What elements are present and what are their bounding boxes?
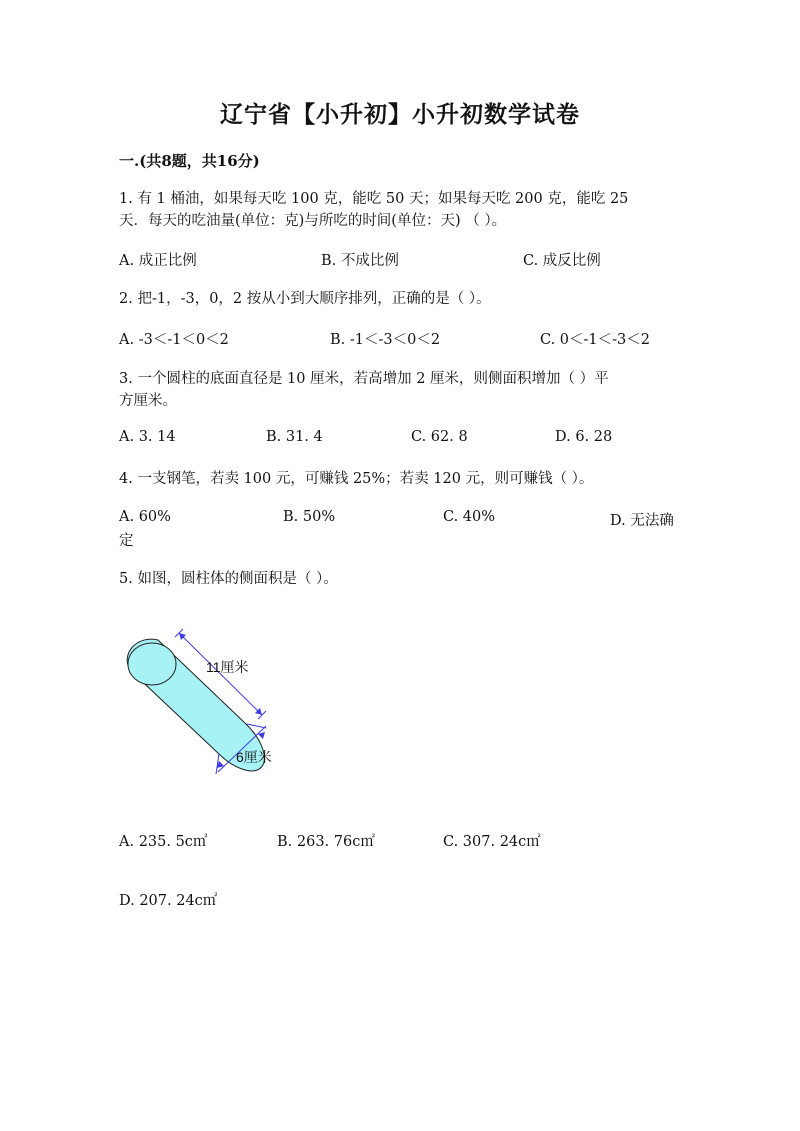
question-1-option-c: C. 成反比例 [523,253,601,269]
question-3-option-c: C. 62. 8 [411,429,468,445]
question-5-option-d: D. 207. 24c㎡ [119,893,218,909]
question-5-line-1: 5. 如图，圆柱体的侧面积是（ ）。 [119,571,338,587]
question-5-option-a: A. 235. 5c㎡ [119,834,208,850]
question-1-option-b: B. 不成比例 [321,253,399,269]
question-2-option-a: A. -3＜-1＜0＜2 [119,332,229,348]
cylinder-diagram [120,620,300,790]
question-1-line-1: 1. 有 1 桶油，如果每天吃 100 克，能吃 50 天；如果每天吃 200 克，能吃 25 [119,191,629,207]
question-3-option-d: D. 6. 28 [555,429,613,445]
question-4-option-d: D. 无法确 [610,513,674,529]
section-heading: 一.(共8题，共16分) [119,152,260,170]
question-5-option-c: C. 307. 24c㎡ [443,834,541,850]
question-5-option-b: B. 263. 76c㎡ [277,834,375,850]
question-4-option-b: B. 50% [283,509,336,525]
question-3-line-2: 方厘米。 [119,393,177,409]
question-2-line-1: 2. 把-1，-3，0，2 按从小到大顺序排列，正确的是（ ）。 [119,291,491,307]
question-3-line-1: 3. 一个圆柱的底面直径是 10 厘米，若高增加 2 厘米，则侧面积增加（ ）平 [119,371,609,387]
question-3-option-b: B. 31. 4 [266,429,323,445]
question-4-option-c: C. 40% [443,509,496,525]
question-1-line-2: 天．每天的吃油量(单位：克)与所吃的时间(单位：天) （ ）。 [119,213,507,229]
question-3-option-a: A. 3. 14 [119,429,176,445]
page-title: 辽宁省【小升初】小升初数学试卷 [220,101,580,128]
question-2-option-c: C. 0＜-1＜-3＜2 [540,332,650,348]
question-4-option-a: A. 60% [119,509,171,525]
question-4-line-1: 4. 一支钢笔，若卖 100 元，可赚钱 25%；若卖 120 元，则可赚钱（ ）。 [119,471,594,487]
cylinder-top-face [128,643,176,685]
question-4-option-d-wrap: 定 [119,533,134,549]
question-2-option-b: B. -1＜-3＜0＜2 [330,332,441,348]
cylinder-figure [120,620,300,790]
length-label: 11厘米 [206,659,249,675]
diameter-label: 6厘米 [236,749,272,765]
question-1-option-a: A. 成正比例 [119,253,197,269]
